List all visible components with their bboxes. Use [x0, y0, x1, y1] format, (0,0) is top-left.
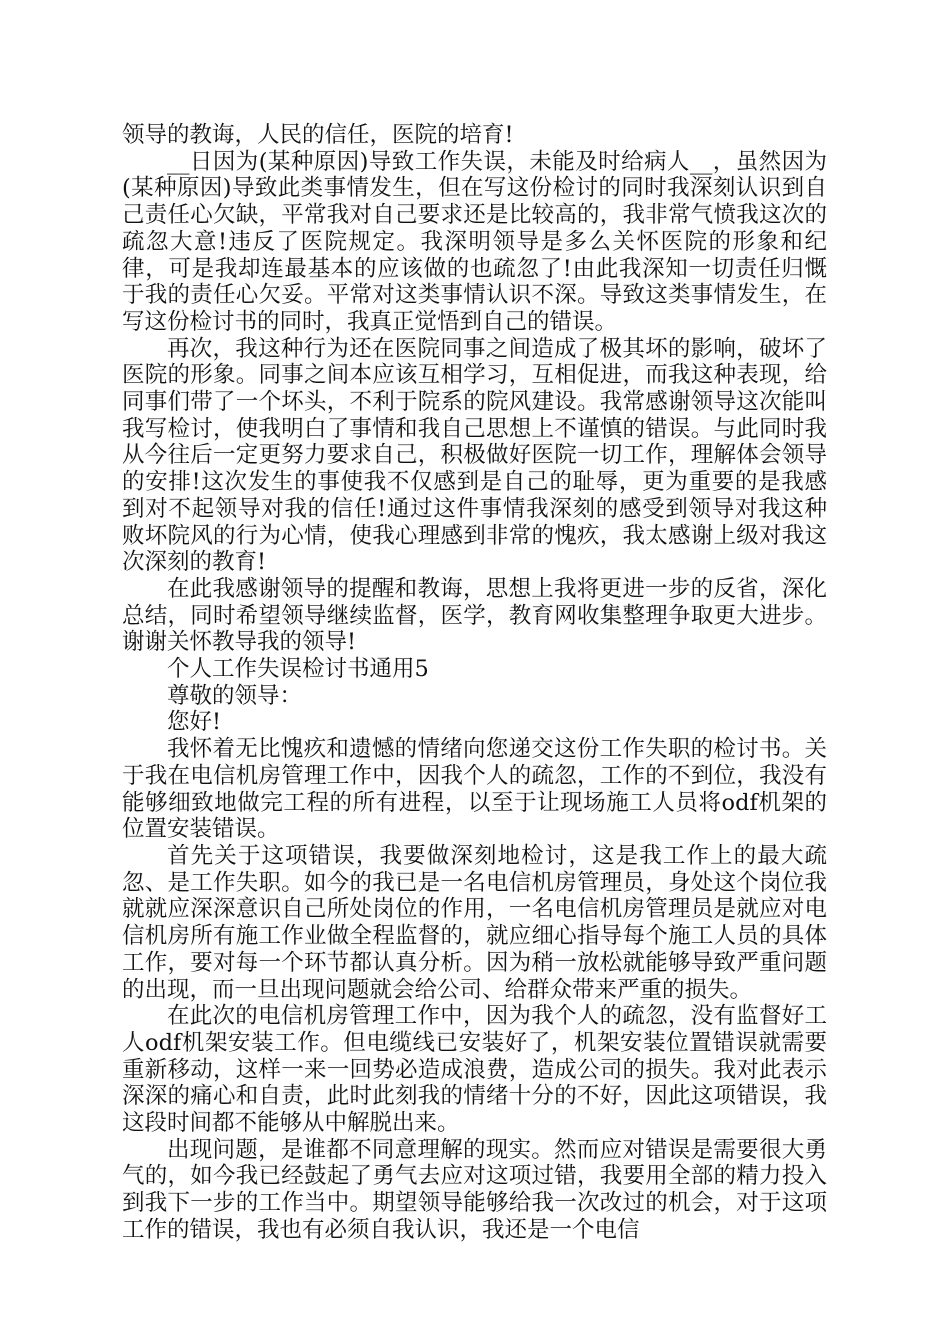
- paragraph-1: 领导的教诲，人民的信任，医院的培育!: [122, 122, 514, 148]
- paragraph-11: 出现问题，是谁都不同意理解的现实。然而应对错误是需要很大勇气的，如今我已经鼓起了勇气去应对这项过错，我要用全部的精力投入到我下一步的工作当中。期望领导能够给我一次改过的机会，对于这项工作的错误，我也有必须自我认识，我还是一个电信: [122, 1136, 827, 1243]
- paragraph-4: 在此我感谢领导的提醒和教诲，思想上我将更进一步的反省，深化总结，同时希望领导继续监督，医学，教育网收集整理争取更大进步。谢谢关怀教导我的领导!: [122, 575, 827, 656]
- section-title: 个人工作失误检讨书通用5: [167, 656, 429, 683]
- paragraph-8: 我怀着无比愧疚和遗憾的情绪向您递交这份工作失职的检讨书。关于我在电信机房管理工作中，因我个人的疏忽，工作的不到位，我没有能够细致地做完工程的所有进程，以至于让现场施工人员将odf机架的位置安装错误。: [122, 736, 827, 843]
- document-page: [122, 122, 827, 1244]
- paragraph-2: __日因为(某种原因)导致工作失误，未能及时给病人__，虽然因为(某种原因)导致此类事情发生，但在写这份检讨的同时我深刻认识到自己责任心欠缺，平常我对自己要求还是比较高的，我非常气愤我这次的疏忽大意!违反了医院规定。我深明领导是多么关怀医院的形象和纪律，可是我却连最基本的应该做的也疏忽了!由此我深知一切责任归慨于我的责任心欠妥。平常对这类事情认识不深。导致这类事情发生，在写这份检讨书的同时，我真正觉悟到自己的错误。: [122, 148, 827, 335]
- paragraph-3: 再次，我这种行为还在医院同事之间造成了极其坏的影响，破坏了医院的形象。同事之间本应该互相学习，互相促进，而我这种表现，给同事们带了一个坏头，不利于院系的院风建设。我常感谢领导这次能叫我写检讨，使我明白了事情和我自己思想上不谨慎的错误。与此同时我从今往后一定更努力要求自己，积极做好医院一切工作，理解体会领导的安排!这次发生的事使我不仅感到是自己的耻辱，更为重要的是我感到对不起领导对我的信任!通过这件事情我深刻的感受到领导对我这种败坏院风的行为心情，使我心理感到非常的愧疚，我太感谢上级对我这次深刻的教育!: [122, 335, 827, 576]
- paragraph-10: 在此次的电信机房管理工作中，因为我个人的疏忽，没有监督好工人odf机架安装工作。但电缆线已安装好了，机架安装位置错误就需要重新移动，这样一来一回势必造成浪费，造成公司的损失。我对此表示深深的痛心和自责，此时此刻我的情绪十分的不好，因此这项错误，我这段时间都不能够从中解脱出来。: [122, 1003, 827, 1137]
- paragraph-9: 首先关于这项错误，我要做深刻地检讨，这是我工作上的最大疏忽、是工作失职。如今的我已是一名电信机房管理员，身处这个岗位我就就应深深意识自己所处岗位的作用，一名电信机房管理员是就应对电信机房所有施工作业做全程监督的，就应细心指导每个施工人员的具体工作，要对每一个环节都认真分析。因为稍一放松就能够导致严重问题的出现，而一旦出现问题就会给公司、给群众带来严重的损失。: [122, 842, 827, 1003]
- salutation: 尊敬的领导：: [167, 682, 303, 709]
- greeting: 您好!: [167, 709, 222, 736]
